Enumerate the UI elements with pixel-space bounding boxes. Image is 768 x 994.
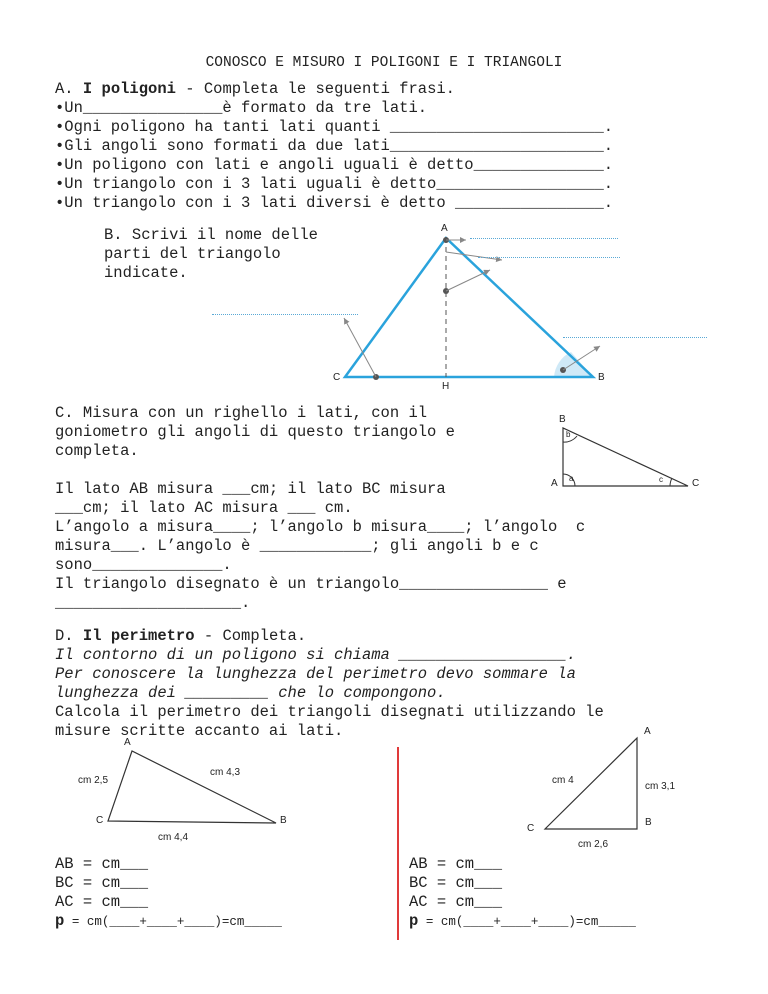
section-d-italic-2 bbox=[55, 665, 576, 684]
triangle-b-figure bbox=[344, 237, 600, 380]
triangle-d-left bbox=[108, 751, 276, 823]
angle-c-arc bbox=[670, 478, 672, 486]
arrow-side-ca bbox=[344, 318, 376, 377]
section-c-body-1[interactable]: Il lato AB misura ___cm; il lato BC misura bbox=[55, 480, 446, 498]
section-b-line-3: indicate. bbox=[104, 264, 188, 282]
c-vertex-label-a: A bbox=[551, 478, 558, 489]
right-perimeter-line[interactable] bbox=[409, 912, 636, 932]
right-side-ca: cm 4 bbox=[552, 775, 574, 786]
right-ac-line[interactable]: AC = cm___ bbox=[409, 893, 503, 911]
section-d-italic-2-text: Per conoscere la lunghezza del perimetro devo sommare la bbox=[55, 665, 576, 683]
section-c-body-7[interactable]: ____________________. bbox=[55, 594, 251, 612]
left-bc-line[interactable]: BC = cm___ bbox=[55, 874, 149, 892]
sentence-6[interactable]: •Un triangolo con i 3 lati diversi è detto ________________. bbox=[55, 194, 614, 212]
answer-line-side[interactable] bbox=[478, 257, 620, 258]
section-c-intro-3: completa. bbox=[55, 442, 139, 460]
section-d-heading bbox=[55, 627, 306, 646]
right-side-ab: cm 3,1 bbox=[645, 781, 676, 792]
section-c-intro-2: goniometro gli angoli di questo triangolo e bbox=[55, 423, 455, 441]
arrow-height bbox=[446, 270, 490, 291]
sentence-2[interactable]: •Ogni poligono ha tanti lati quanti _______________________. bbox=[55, 118, 614, 136]
answer-line-angle[interactable] bbox=[563, 337, 707, 338]
section-d-italic-3-text: lunghezza dei _________ che lo compongono. bbox=[55, 684, 446, 702]
sentence-1[interactable]: •Un_______________è formato da tre lati. bbox=[55, 99, 428, 117]
section-a-title: I poligoni bbox=[82, 80, 176, 98]
section-a-letter: A. bbox=[55, 80, 74, 98]
left-ab-line[interactable]: AB = cm___ bbox=[55, 855, 149, 873]
section-d-italic-1-text: Il contorno di un poligono si chiama __________________. bbox=[55, 646, 576, 664]
angle-label-b: b bbox=[566, 430, 571, 439]
right-ab-line[interactable]: AB = cm___ bbox=[409, 855, 503, 873]
left-vertex-b: B bbox=[280, 815, 287, 826]
page-title: CONOSCO E MISURO I POLIGONI E I TRIANGOLI bbox=[205, 55, 563, 71]
sentence-4[interactable]: •Un poligono con lati e angoli uguali è detto______________. bbox=[55, 156, 614, 174]
left-perimeter-line[interactable] bbox=[55, 912, 282, 932]
right-vertex-b: B bbox=[645, 817, 652, 828]
section-b-line-1: B. Scrivi il nome delle bbox=[104, 226, 318, 244]
left-side-ac: cm 2,5 bbox=[78, 775, 109, 786]
section-d-instruction: - Completa. bbox=[194, 627, 307, 645]
section-d-letter: D. bbox=[55, 627, 74, 645]
foot-label-h: H bbox=[442, 381, 450, 392]
left-side-bc: cm 4,4 bbox=[158, 832, 189, 843]
section-b-line-2: parti del triangolo bbox=[104, 245, 281, 263]
right-vertex-c: C bbox=[527, 823, 535, 834]
section-d-calc-2: misure scritte accanto ai lati. bbox=[55, 722, 344, 740]
right-p-formula: = cm(____+____+____)=cm_____ bbox=[418, 915, 636, 929]
sentence-3[interactable]: •Gli angoli sono formati da due lati_______________________. bbox=[55, 137, 614, 155]
left-vertex-c: C bbox=[96, 815, 104, 826]
section-d-italic-3[interactable] bbox=[55, 684, 446, 703]
triangle-c-figure bbox=[563, 428, 688, 486]
c-vertex-label-b: B bbox=[559, 414, 566, 425]
answer-line-vertex[interactable] bbox=[470, 238, 618, 239]
triangle-b-outline bbox=[345, 238, 593, 377]
section-d-italic-1[interactable] bbox=[55, 646, 576, 665]
sentence-5[interactable]: •Un triangolo con i 3 lati uguali è detto__________________. bbox=[55, 175, 614, 193]
right-p-label: p bbox=[409, 912, 419, 930]
angle-b-fill bbox=[554, 352, 593, 377]
section-c-intro-1: C. Misura con un righello i lati, con il bbox=[55, 404, 428, 422]
triangle-c-outline bbox=[563, 428, 688, 486]
answer-line-side-ca[interactable] bbox=[212, 314, 358, 315]
section-c-body-4[interactable]: misura___. L’angolo è ____________; gli angoli b e c bbox=[55, 537, 539, 555]
section-c-body-5[interactable]: sono______________. bbox=[55, 556, 232, 574]
vertex-label-c: C bbox=[333, 372, 341, 383]
vertex-label-a: A bbox=[441, 223, 448, 234]
vertex-label-b: B bbox=[598, 372, 605, 383]
section-c-body-2[interactable]: ___cm; il lato AC misura ___ cm. bbox=[55, 499, 353, 517]
section-c-body-6[interactable]: Il triangolo disegnato è un triangolo________________ e bbox=[55, 575, 567, 593]
angle-label-c: c bbox=[659, 475, 663, 484]
section-d-title: Il perimetro bbox=[82, 627, 195, 645]
left-vertex-a: A bbox=[124, 737, 131, 748]
left-p-label: p bbox=[55, 912, 65, 930]
section-a-instruction: - Completa le seguenti frasi. bbox=[175, 80, 455, 98]
right-bc-line[interactable]: BC = cm___ bbox=[409, 874, 503, 892]
section-c-body-3[interactable]: L’angolo a misura____; l’angolo b misura____; l’angolo c bbox=[55, 518, 586, 536]
left-ac-line[interactable]: AC = cm___ bbox=[55, 893, 149, 911]
left-p-formula: = cm(____+____+____)=cm_____ bbox=[64, 915, 282, 929]
angle-label-a: a bbox=[569, 474, 574, 483]
right-side-cb: cm 2,6 bbox=[578, 839, 609, 850]
arrow-side bbox=[446, 252, 502, 260]
section-d-calc-1: Calcola il perimetro dei triangoli disegnati utilizzando le bbox=[55, 703, 604, 721]
c-vertex-label-c: C bbox=[692, 478, 700, 489]
left-side-ab: cm 4,3 bbox=[210, 767, 241, 778]
right-vertex-a: A bbox=[644, 726, 651, 737]
